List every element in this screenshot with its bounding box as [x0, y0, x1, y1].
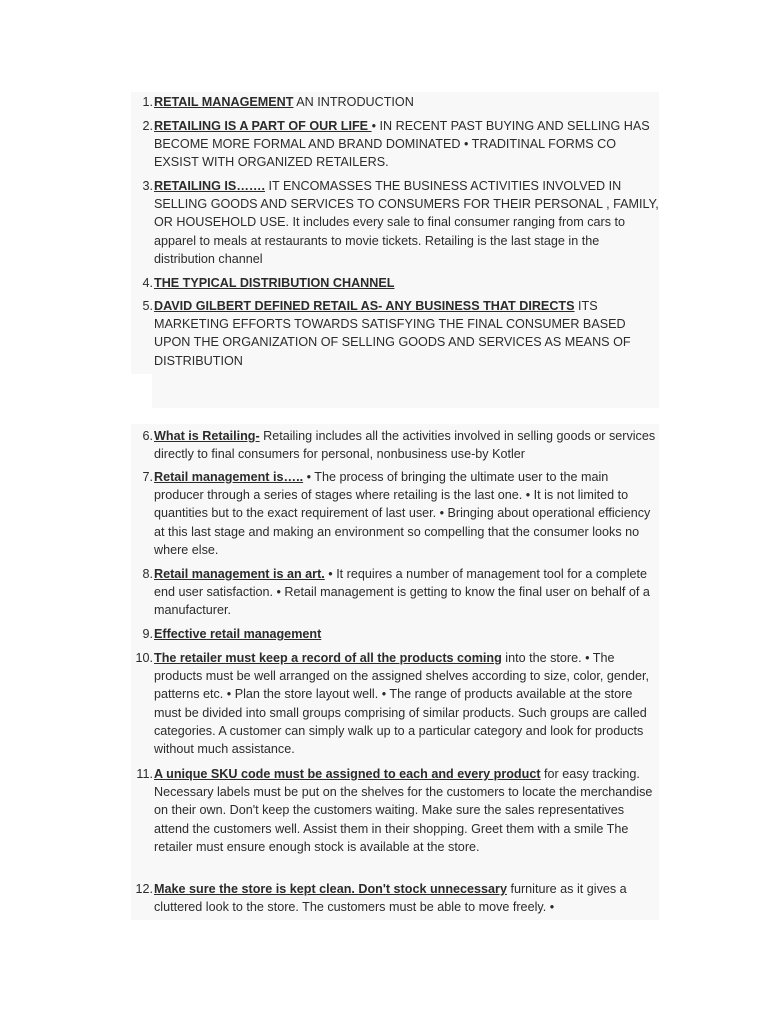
- item-heading: Effective retail management: [154, 627, 322, 641]
- list-number: 3.: [142, 179, 153, 193]
- list-item: [131, 468, 661, 559]
- item-heading: A unique SKU code must be assigned to each and every product: [154, 767, 541, 781]
- list-item-body: [154, 274, 661, 292]
- list-item: [131, 177, 661, 268]
- list-item-body: [154, 297, 661, 370]
- list-item-body: [154, 765, 661, 856]
- list-item: [131, 565, 661, 620]
- list-number: 1.: [142, 95, 153, 109]
- list-item: [131, 117, 661, 172]
- list-number: 11.: [136, 767, 153, 781]
- list-number: 2.: [142, 119, 153, 133]
- item-heading: RETAILING IS…….: [154, 179, 266, 193]
- list-item-body: [154, 625, 661, 643]
- list-item-body: [154, 93, 661, 111]
- list-number: 7.: [142, 470, 153, 484]
- item-heading: Retail management is…..: [154, 470, 304, 484]
- list-item: [131, 427, 661, 463]
- list-item: [131, 297, 661, 370]
- list-item-body: [154, 468, 661, 559]
- list-number: 4.: [142, 276, 153, 290]
- list-item: [131, 625, 661, 643]
- list-number: 5.: [142, 299, 153, 313]
- list-item: [131, 93, 661, 111]
- list-item-body: [154, 880, 661, 916]
- item-text: ITS MARKETING EFFORTS TOWARDS SATISFYING THE FINAL CONSUMER BASED UPON THE ORGANIZATION OF SELLING GOODS AND SERVICES AS MEANS OF DISTRIBUTION: [154, 299, 631, 368]
- item-heading: The retailer must keep a record of all the products coming: [154, 651, 502, 665]
- item-heading: Make sure the store is kept clean. Don't stock unnecessary: [154, 882, 507, 896]
- item-text: into the store. • The products must be well arranged on the assigned shelves according to size, color, gender, patterns etc. • Plan the store layout well. • The range of products available at the store must be divided into small groups comprising of similar products. Such groups are called categories. A customer can simply walk up to a particular category and look for products without much assistance.: [154, 651, 649, 757]
- list-item-body: [154, 117, 661, 172]
- list-item: [131, 880, 661, 916]
- item-text: • It requires a number of management tool for a complete end user satisfaction. • Retail management is getting to know the final user on behalf of a manufacturer.: [154, 567, 650, 618]
- list-item-body: [154, 649, 661, 758]
- item-text: furniture as it gives a cluttered look to the store. The customers must be able to move freely. •: [154, 882, 627, 915]
- list-number: 9.: [142, 627, 153, 641]
- list-item-body: [154, 565, 661, 620]
- item-text: • The process of bringing the ultimate user to the main producer through a series of stages where retailing is the last one. • It is not limited to quantities but to the exact requirement of last user. • Bringing about operational efficiency at this last stage and making an environment so compelling that the consumer looks no where else.: [154, 470, 651, 557]
- list-number: 10.: [135, 651, 153, 665]
- list-number: 8.: [142, 567, 153, 581]
- item-heading: THE TYPICAL DISTRIBUTION CHANNEL: [154, 276, 395, 290]
- list-item: [131, 274, 661, 292]
- item-text: Retailing includes all the activities involved in selling goods or services directly to final consumers for personal, nonbusiness use-by Kotler: [154, 429, 656, 462]
- list-item: [131, 765, 661, 856]
- text-shading-gap: [152, 374, 659, 408]
- item-text: IT ENCOMASSES THE BUSINESS ACTIVITIES INVOLVED IN SELLING GOODS AND SERVICES TO CONSUMERS FOR THEIR PERSONAL , FAMILY, OR HOUSEHOLD USE. It includes every sale to final consumer ranging from cars to apparel to meals at restaurants to movie tickets. Retailing is the last stage in the distribution channel: [154, 179, 659, 266]
- item-heading: RETAIL MANAGEMENT: [154, 95, 294, 109]
- item-text: for easy tracking. Necessary labels must be put on the shelves for the customers to locate the merchandise on their own. Don't keep the customers waiting. Make sure the sales representatives attend the customers well. Assist them in their shopping. Greet them with a smile The retailer must ensure enough stock is available at the store.: [154, 767, 653, 854]
- item-heading: Retail management is an art.: [154, 567, 325, 581]
- list-item-body: [154, 427, 661, 463]
- list-item: [131, 649, 661, 758]
- list-number: 12.: [135, 882, 153, 896]
- list-number: 6.: [142, 429, 153, 443]
- item-heading: RETAILING IS A PART OF OUR LIFE: [154, 119, 372, 133]
- item-text: • IN RECENT PAST BUYING AND SELLING HAS BECOME MORE FORMAL AND BRAND DOMINATED • TRADITINAL FORMS CO EXSIST WITH ORGANIZED RETAILERS.: [154, 119, 650, 170]
- item-text: AN INTRODUCTION: [293, 95, 414, 109]
- item-heading: DAVID GILBERT DEFINED RETAIL AS- ANY BUSINESS THAT DIRECTS: [154, 299, 575, 313]
- item-heading: What is Retailing-: [154, 429, 260, 443]
- list-item-body: [154, 177, 661, 268]
